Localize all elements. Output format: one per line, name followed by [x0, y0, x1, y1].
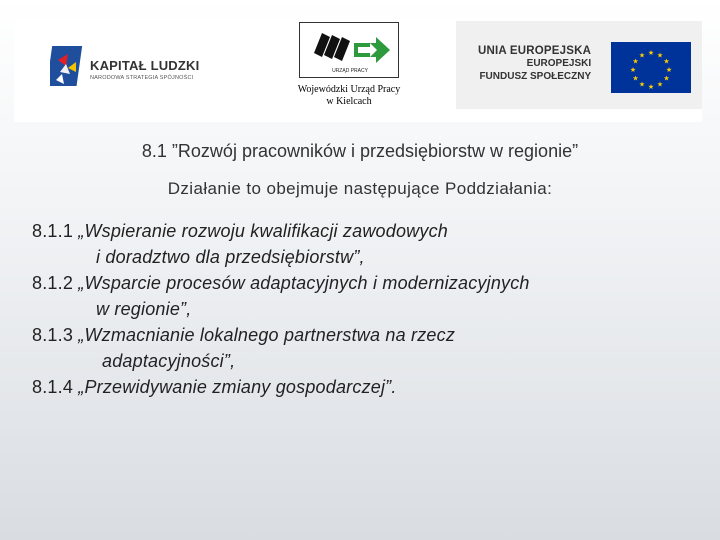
svg-text:★: ★: [647, 83, 655, 91]
svg-text:★: ★: [638, 51, 646, 60]
list-item: [32, 218, 712, 270]
kapital-ludzki-logo: [50, 40, 220, 96]
item-text-continued: w regionie”,: [96, 299, 192, 319]
svg-text:★: ★: [656, 51, 664, 60]
item-text: „Wspieranie rozwoju kwalifikacji zawodowych: [78, 221, 448, 241]
svg-text:★: ★: [638, 80, 646, 89]
subaction-list: [32, 218, 712, 400]
kapital-ludzki-title: KAPITAŁ LUDZKI: [90, 58, 200, 73]
eu-flag-icon: [611, 42, 691, 93]
page-title: 8.1 ”Rozwój pracowników i przedsiębiorstw w regionie”: [141, 141, 579, 161]
eu-sub2: FUNDUSZ SPOŁECZNY: [479, 71, 592, 82]
wup-caption: [269, 84, 429, 108]
list-item: [32, 374, 712, 400]
list-item: [32, 270, 712, 322]
wup-logo: [299, 22, 399, 78]
kapital-ludzki-emblem-icon: [50, 40, 90, 96]
svg-text:★: ★: [663, 74, 670, 83]
item-text: „Przewidywanie zmiany gospodarczej”.: [78, 377, 397, 397]
svg-text:★: ★: [632, 74, 639, 83]
kapital-ludzki-subtitle: NARODOWA STRATEGIA SPÓJNOŚCI: [90, 75, 194, 81]
svg-text:★: ★: [629, 66, 637, 74]
logo-banner: [14, 18, 702, 122]
list-item: [32, 322, 712, 374]
wup-caption-line1: Wojewódzki Urząd Pracy: [297, 84, 401, 95]
page-subtitle: Działanie to obejmuje następujące Poddziałania:: [167, 179, 553, 198]
item-text-continued: adaptacyjności”,: [102, 351, 236, 371]
eu-logo: [456, 21, 702, 109]
eu-sub1: EUROPEJSKI: [526, 58, 592, 69]
wup-emblem-icon: [300, 23, 398, 77]
svg-text:★: ★: [632, 57, 639, 66]
svg-text:★: ★: [656, 80, 664, 89]
item-code: 8.1.1: [32, 221, 74, 241]
item-code: 8.1.2: [32, 273, 74, 293]
wup-caption-line2: w Kielcach: [326, 96, 372, 107]
wup-logo-label: URZĄD PRACY: [332, 68, 368, 74]
svg-text:★: ★: [663, 57, 670, 66]
item-code: 8.1.3: [32, 325, 74, 345]
item-text: „Wsparcie procesów adaptacyjnych i modernizacyjnych: [78, 273, 530, 293]
svg-text:★: ★: [665, 66, 673, 74]
item-code: 8.1.4: [32, 377, 74, 397]
item-text-continued: i doradztwo dla przedsiębiorstw”,: [96, 247, 365, 267]
item-text: „Wzmacnianie lokalnego partnerstwa na rzecz: [78, 325, 456, 345]
eu-title: UNIA EUROPEJSKA: [478, 45, 592, 57]
svg-text:★: ★: [647, 49, 655, 57]
